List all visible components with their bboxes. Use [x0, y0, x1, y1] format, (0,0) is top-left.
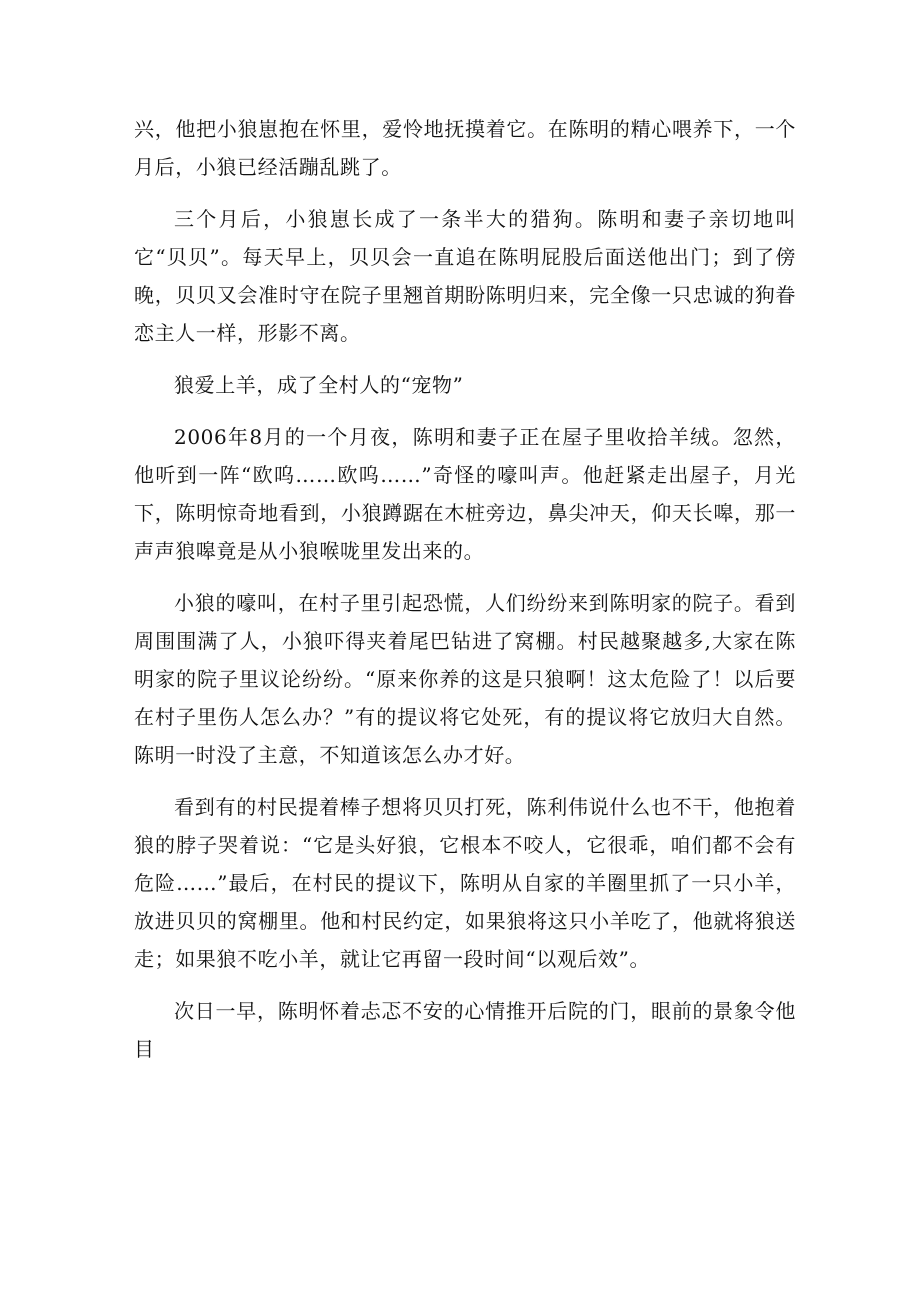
paragraph-continuation: 兴，他把小狼崽抱在怀里，爱怜地抚摸着它。在陈明的精心喂养下，一个月后，小狼已经活蹦乱跳了。 [134, 117, 796, 179]
paragraph: 次日一早，陈明怀着忐忑不安的心情推开后院的门，眼前的景象令他目 [134, 999, 796, 1061]
section-heading: 狼爱上羊，成了全村人的“宠物” [174, 373, 464, 397]
paragraph: 三个月后，小狼崽长成了一条半大的猎狗。陈明和妻子亲切地叫它“贝贝”。每天早上，贝贝会一直追在陈明屁股后面送他出门；到了傍晚，贝贝又会准时守在院子里翘首期盼陈明归来，完全像一只忠诚的狗眷恋主人一样，形影不离。 [134, 207, 796, 345]
paragraph: 2006年8月的一个月夜，陈明和妻子正在屋子里收拾羊绒。忽然，他听到一阵“欧呜……欧呜……”奇怪的嚎叫声。他赶紧走出屋子，月光下，陈明惊奇地看到，小狼蹲踞在木桩旁边，鼻尖冲天，仰天长嗥，那一声声狼嗥竟是从小狼喉咙里发出来的。 [134, 425, 796, 563]
article-body [134, 110, 796, 1082]
paragraph: 看到有的村民提着棒子想将贝贝打死，陈利伟说什么也不干，他抱着狼的脖子哭着说：“它是头好狼，它根本不咬人，它很乖，咱们都不会有危险……”最后，在村民的提议下，陈明从自家的羊圈里抓了一只小羊，放进贝贝的窝棚里。他和村民约定，如果狼将这只小羊吃了，他就将狼送走；如果狼不吃小羊，就让它再留一段时间“以观后效”。 [134, 795, 796, 971]
paragraph: 小狼的嚎叫，在村子里引起恐慌，人们纷纷来到陈明家的院子。看到周围围满了人，小狼吓得夹着尾巴钻进了窝棚。村民越聚越多,大家在陈明家的院子里议论纷纷。“原来你养的这是只狼啊！这太危险了！以后要在村子里伤人怎么办？”有的提议将它处死，有的提议将它放归大自然。陈明一时没了主意，不知道该怎么办才好。 [134, 591, 796, 767]
